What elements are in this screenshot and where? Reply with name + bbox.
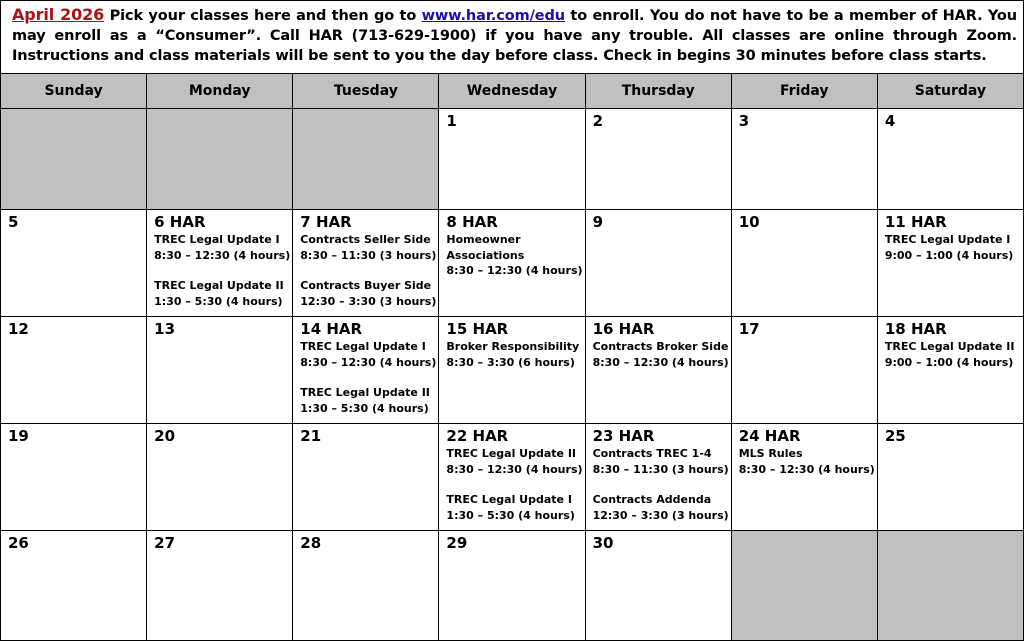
day-number: 24 HAR [738, 427, 801, 445]
class-title: Contracts Broker Side [592, 340, 729, 353]
day-cell [147, 210, 293, 317]
day-number: 20 [154, 427, 176, 445]
day-number: 8 HAR [446, 213, 498, 231]
day-number: 7 HAR [300, 213, 352, 231]
day-number: 2 [592, 112, 603, 130]
day-number: 19 [8, 427, 29, 445]
day-cell [293, 210, 439, 317]
day-cell [147, 531, 293, 641]
intro-paragraph [0, 0, 1024, 73]
class-title: Contracts Addenda [592, 493, 712, 506]
class-entry [885, 339, 1023, 370]
day-number: 4 [884, 112, 896, 130]
calendar-table [0, 73, 1024, 641]
class-title: TREC Legal Update I [446, 493, 572, 506]
class-hours: 1:30 – 5:30 (4 hours) [154, 294, 283, 308]
class-entry [154, 232, 292, 263]
day-cell [293, 317, 439, 424]
class-entry [300, 232, 438, 263]
intro-text-end: to enroll. You do not have to be a member of HAR. You may enroll as a “Consumer”. Call HAR (713-629-1900) if you have any trouble. All classes are online through Zoom. Instructions and class materials will be sent to you the day before class. Check in begins 30 minutes before class starts. [12, 8, 1017, 64]
week-row [1, 210, 1024, 317]
class-hours: 8:30 – 11:30 (3 hours) [592, 462, 729, 476]
weekday-header: Thursday [585, 74, 731, 109]
class-hours: 9:00 – 1:00 (4 hours) [884, 248, 1014, 262]
class-title: TREC Legal Update I [300, 340, 426, 353]
day-number: 21 [300, 427, 322, 445]
day-cell [1, 210, 147, 317]
class-title: Contracts Buyer Side [300, 279, 432, 292]
day-number: 17 [738, 320, 760, 338]
class-title: TREC Legal Update II [446, 447, 577, 460]
class-hours: 9:00 – 1:00 (4 hours) [884, 355, 1014, 369]
weekday-header: Monday [147, 74, 293, 109]
day-number: 9 [592, 213, 603, 231]
day-cell [585, 424, 731, 531]
day-cell [439, 317, 585, 424]
class-title: MLS Rules [738, 447, 803, 460]
week-row [1, 317, 1024, 424]
day-number: 13 [154, 320, 176, 338]
class-entry [300, 278, 438, 309]
weekday-header: Friday [731, 74, 877, 109]
class-hours: 8:30 – 3:30 (6 hours) [446, 355, 575, 369]
day-number: 3 [738, 112, 750, 130]
class-hours: 8:30 – 12:30 (4 hours) [446, 462, 583, 476]
class-entry [446, 446, 584, 477]
class-entry [154, 278, 292, 309]
class-hours: 8:30 – 11:30 (3 hours) [300, 248, 437, 262]
day-cell [293, 424, 439, 531]
empty-day-cell [877, 531, 1023, 641]
day-number: 28 [300, 534, 322, 552]
class-entry [446, 492, 584, 523]
class-title: TREC Legal Update II [300, 386, 430, 399]
weekday-header: Sunday [1, 74, 147, 109]
day-cell [585, 210, 731, 317]
day-number: 5 [8, 213, 19, 231]
class-title: Broker Responsibility [446, 340, 580, 353]
day-number: 10 [738, 213, 760, 231]
day-cell [439, 424, 585, 531]
class-title: Contracts Seller Side [300, 233, 431, 246]
day-cell [147, 424, 293, 531]
class-entry [593, 492, 731, 523]
day-number: 18 HAR [884, 320, 947, 338]
class-hours: 12:30 – 3:30 (3 hours) [592, 508, 729, 522]
empty-day-cell [147, 109, 293, 210]
weekday-header: Tuesday [293, 74, 439, 109]
class-hours: 8:30 – 12:30 (4 hours) [446, 264, 583, 277]
class-entry [300, 385, 438, 416]
day-cell [731, 317, 877, 424]
class-title: TREC Legal Update II [154, 279, 284, 292]
day-cell [877, 424, 1023, 531]
class-title: TREC Legal Update I [154, 233, 280, 246]
week-row [1, 531, 1024, 641]
enroll-link[interactable]: www.har.com/edu [421, 8, 566, 24]
day-number: 22 HAR [446, 427, 509, 445]
empty-day-cell [731, 531, 877, 641]
day-cell [585, 317, 731, 424]
day-number: 16 HAR [592, 320, 655, 338]
day-cell [147, 317, 293, 424]
day-cell [1, 317, 147, 424]
class-hours: 8:30 – 12:30 (4 hours) [738, 462, 875, 476]
day-cell [731, 210, 877, 317]
class-entry [446, 339, 584, 370]
day-number: 30 [592, 534, 614, 552]
class-hours: 1:30 – 5:30 (4 hours) [446, 508, 575, 522]
week-row [1, 424, 1024, 531]
day-number: 27 [154, 534, 176, 552]
class-title: TREC Legal Update I [884, 233, 1011, 246]
day-number: 14 HAR [300, 320, 363, 338]
weekday-header: Saturday [877, 74, 1023, 109]
class-entry [446, 232, 584, 279]
day-number: 23 HAR [592, 427, 655, 445]
empty-day-cell [1, 109, 147, 210]
empty-day-cell [293, 109, 439, 210]
day-cell [877, 210, 1023, 317]
class-hours: 12:30 – 3:30 (3 hours) [300, 294, 437, 308]
class-title: TREC Legal Update II [884, 340, 1015, 353]
class-hours: 8:30 – 12:30 (4 hours) [300, 355, 437, 369]
day-cell [877, 317, 1023, 424]
day-cell [1, 424, 147, 531]
day-cell [877, 109, 1023, 210]
day-number: 6 HAR [154, 213, 206, 231]
day-cell [439, 109, 585, 210]
class-title: Contracts TREC 1-4 [592, 447, 712, 460]
day-cell [293, 531, 439, 641]
day-cell [585, 531, 731, 641]
week-row [1, 109, 1024, 210]
class-entry [885, 232, 1023, 263]
day-number: 25 [884, 427, 906, 445]
class-hours: 8:30 – 12:30 (4 hours) [592, 355, 729, 369]
month-title: April 2026 [12, 5, 105, 24]
weekday-header-row [1, 74, 1024, 109]
class-title: Homeowner Associations [446, 233, 525, 262]
class-entry [593, 339, 731, 370]
class-entry [300, 339, 438, 370]
day-cell [439, 531, 585, 641]
calendar-body [1, 109, 1024, 641]
intro-text-start: Pick your classes here and then go to [104, 8, 422, 24]
class-entry [593, 446, 731, 477]
day-number: 29 [446, 534, 468, 552]
class-hours: 8:30 – 12:30 (4 hours) [154, 248, 291, 262]
weekday-header: Wednesday [439, 74, 585, 109]
day-cell [731, 109, 877, 210]
day-number: 1 [446, 112, 457, 130]
day-number: 26 [8, 534, 29, 552]
day-cell [439, 210, 585, 317]
day-number: 15 HAR [446, 320, 509, 338]
day-cell [1, 531, 147, 641]
day-number: 11 HAR [884, 213, 947, 231]
class-hours: 1:30 – 5:30 (4 hours) [300, 401, 429, 415]
day-number: 12 [8, 320, 29, 338]
day-cell [585, 109, 731, 210]
class-entry [739, 446, 877, 477]
day-cell [731, 424, 877, 531]
